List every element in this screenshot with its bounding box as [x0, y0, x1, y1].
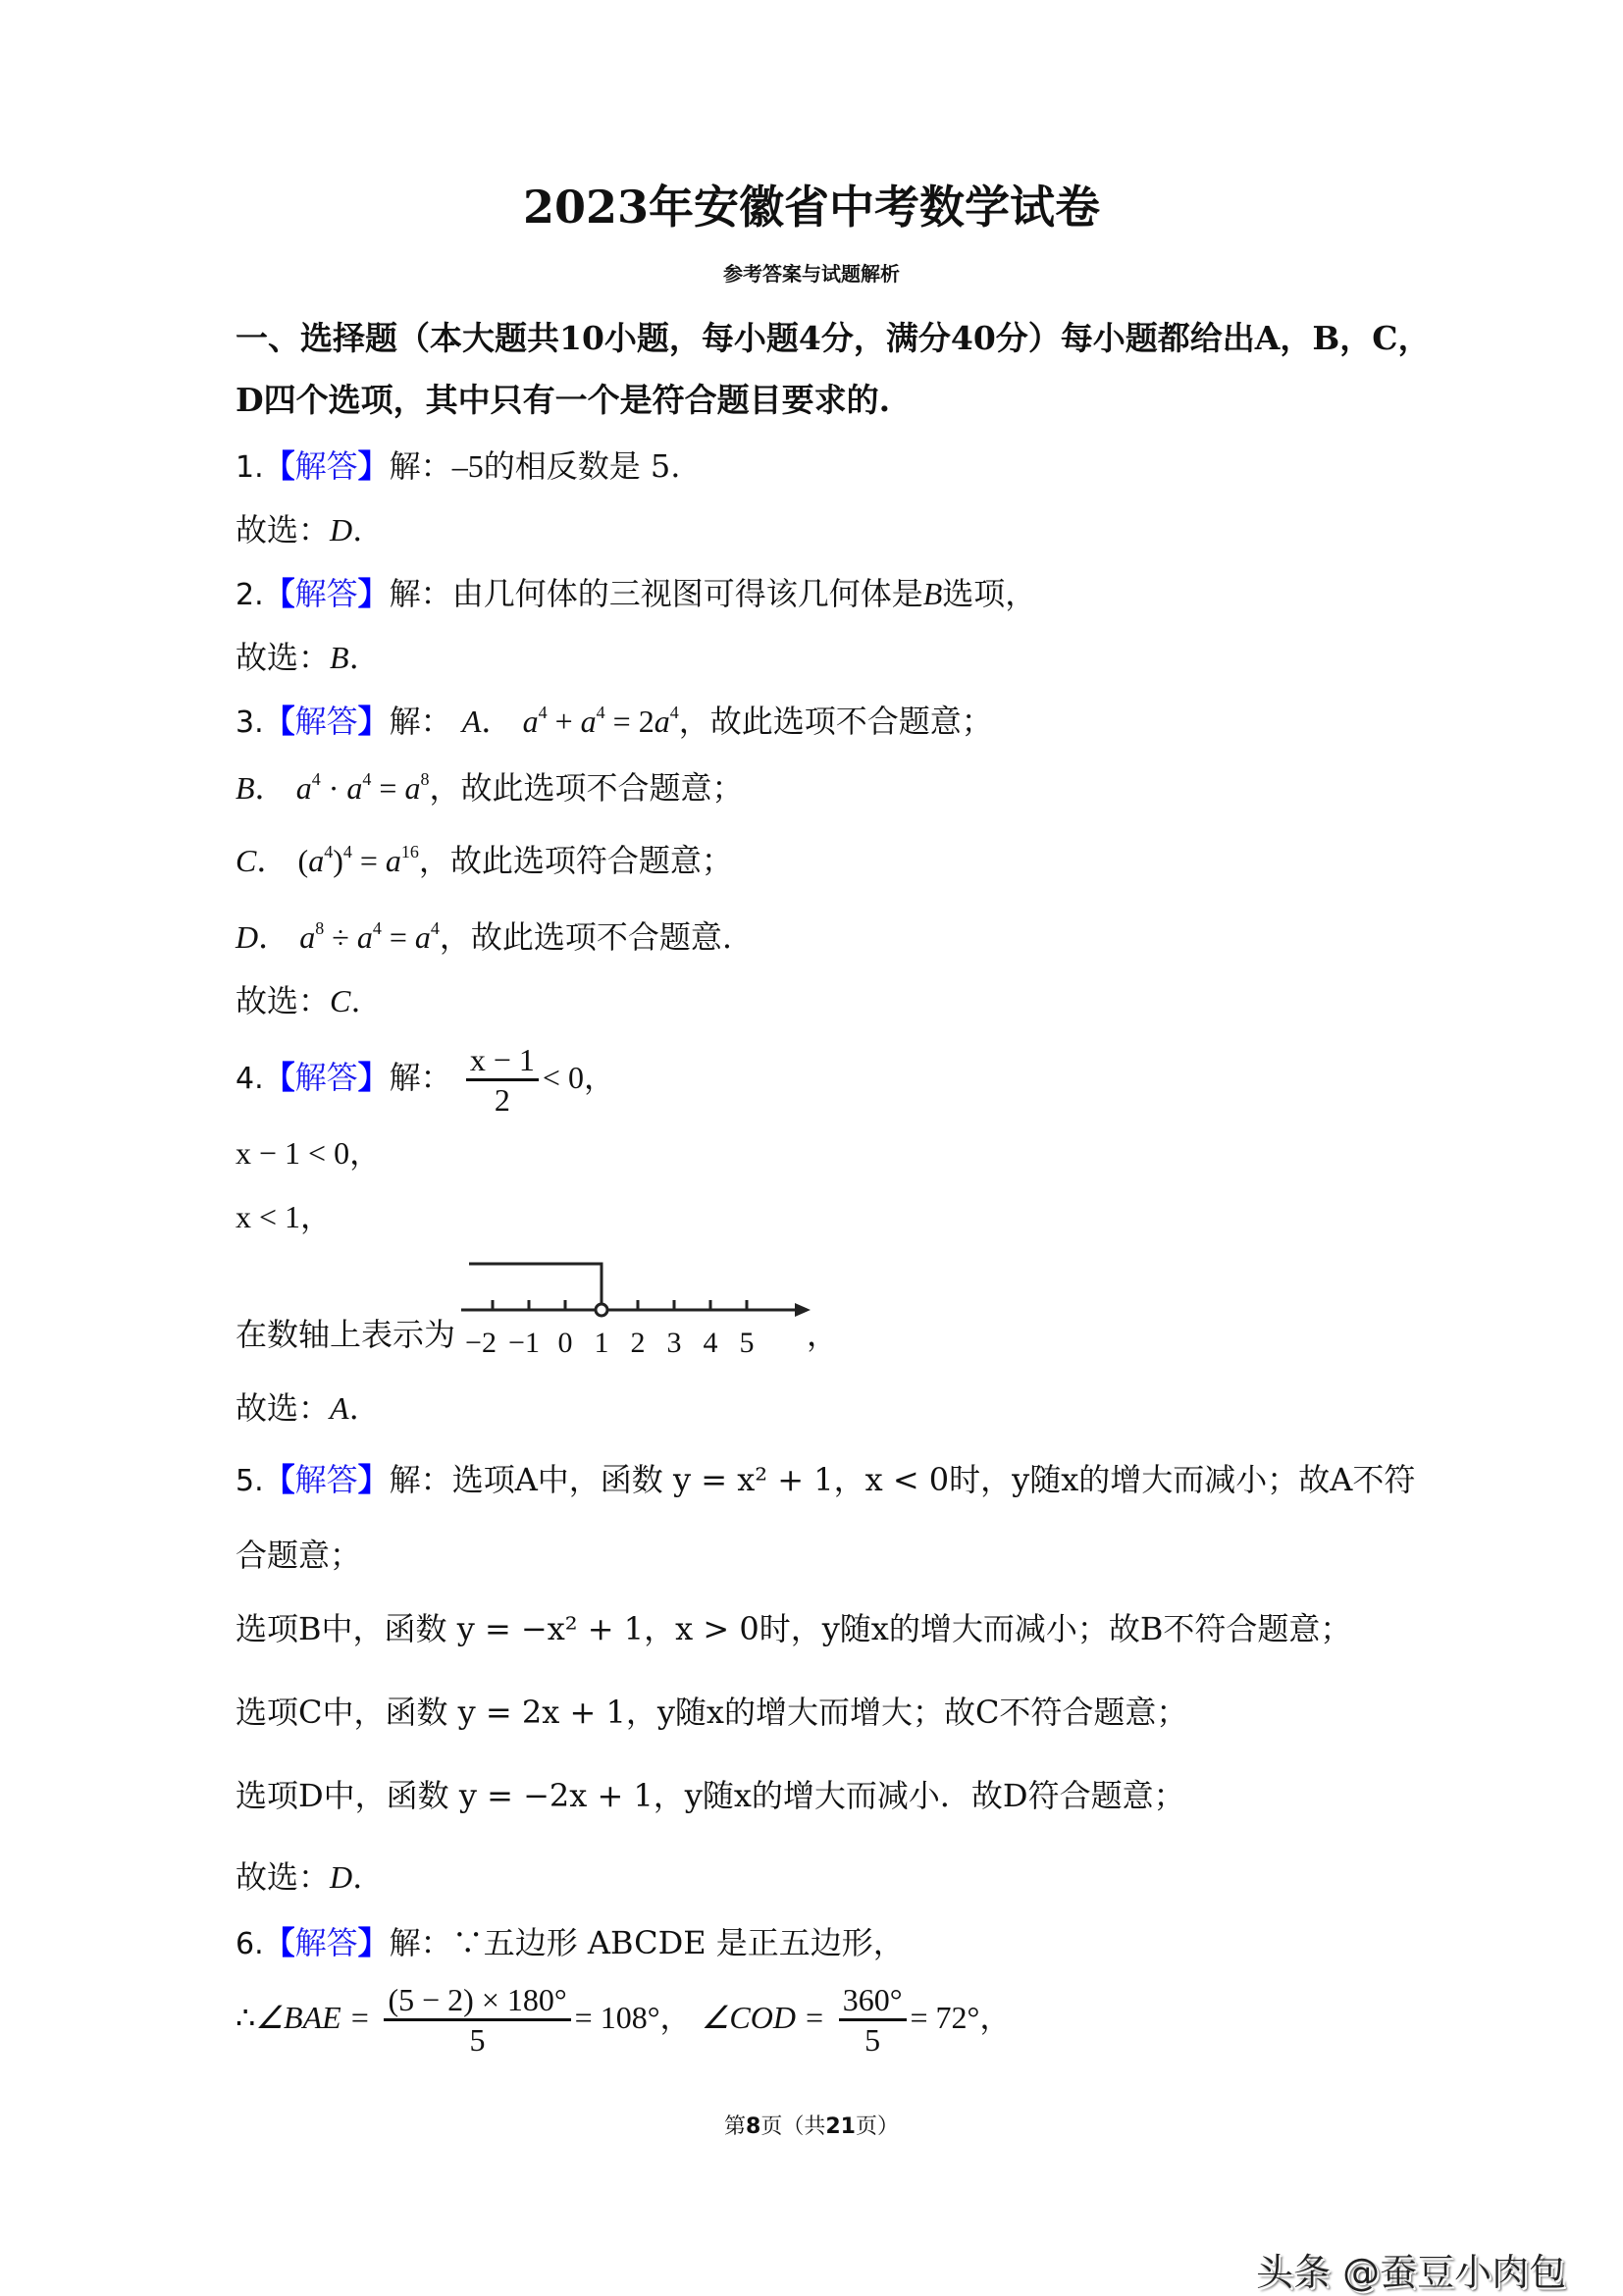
q3-option-d: D． $a^8 \div a^4 = a^4$，故此选项不合题意. — [236, 918, 733, 956]
q4-answer: 4.【解答】解： $\frac{x - 1}{2}$ < 0， — [236, 1042, 615, 1118]
tick-label: 1 — [594, 1327, 609, 1359]
tick-label: −1 — [508, 1327, 540, 1359]
q6-angle-calc: ∴∠BAE = $\frac{(5 - 2) \times 180^\circ}{5}$ = 108°， ∠COD = $\frac{360^\circ}{5}$ = 72°， — [236, 1982, 1012, 2058]
solution-tag: 【解答】 — [263, 703, 390, 740]
q4-numberline-row: 在数轴上表示为 — [236, 1316, 456, 1353]
page-subtitle: 参考答案与试题解析 — [723, 262, 900, 286]
q5-option-b: 选项B中，函数 y = −x² + 1，x > 0时，y随x的增大而减小；故B不符合题意； — [236, 1610, 1352, 1647]
q5-line2: 合题意； — [236, 1537, 362, 1574]
q4-step1: x − 1 < 0， — [236, 1135, 382, 1171]
q6-fraction-1: $\frac{(5 - 2) \times 180^\circ}{5}$ — [384, 1981, 570, 2059]
q4-trailing-comma: ， — [807, 1316, 839, 1353]
q6-fraction-2: $\frac{360^\circ}{5}$ — [839, 1981, 907, 2059]
q5-answer: 5.【解答】解：选项A中，函数 y = x² + 1，x < 0时，y随x的增大而减小；故A不符 — [236, 1461, 1416, 1498]
solution-tag: 【解答】 — [263, 1461, 390, 1498]
tick-label: 4 — [703, 1327, 718, 1359]
tick-label: 2 — [630, 1327, 646, 1359]
q2-answer: 2.【解答】解：由几何体的三视图可得该几何体是B选项， — [236, 575, 1037, 612]
q2-choice: 故选：B. — [236, 639, 359, 676]
tick-label: 0 — [557, 1327, 573, 1359]
q3-option-b: B． $a^4 \cdot a^4 = a^8$，故此选项不合题意； — [236, 769, 744, 807]
section-heading-line2: D四个选项，其中只有一个是符合题目要求的. — [236, 381, 891, 419]
q5-option-d: 选项D中，函数 y = −2x + 1，y随x的增大而减小．故D符合题意； — [236, 1777, 1185, 1814]
q1-number: 1. — [236, 450, 264, 485]
page-title: 2023年安徽省中考数学试卷 — [522, 181, 1101, 234]
q4-choice: 故选：A. — [236, 1389, 359, 1427]
solution-tag: 【解答】 — [263, 1924, 390, 1961]
q3-option-c: C． $(a^4)^4 = a^{16}$，故此选项符合题意； — [236, 842, 733, 879]
page-footer: 第8页（共21页） — [724, 2114, 899, 2139]
q4-step2: x < 1， — [236, 1199, 333, 1234]
q5-choice: 故选：D. — [236, 1858, 363, 1896]
q3-option-a: 3.【解答】解： A． $a^4 + a^4 = 2a^4$，故此选项不合题意； — [236, 703, 993, 740]
solution-tag: 【解答】 — [263, 447, 390, 485]
solution-tag: 【解答】 — [263, 1059, 390, 1096]
q4-fraction: $\frac{x - 1}{2}$ — [466, 1041, 539, 1119]
q6-answer: 6.【解答】解：∵五边形 ABCDE 是正五边形， — [236, 1924, 905, 1961]
q1-choice: 故选：D. — [236, 511, 363, 548]
number-line-diagram — [461, 1256, 814, 1364]
q5-option-c: 选项C中，函数 y = 2x + 1，y随x的增大而增大；故C不符合题意； — [236, 1694, 1188, 1731]
q3-choice: 故选：C. — [236, 982, 361, 1019]
tick-label: 5 — [739, 1327, 755, 1359]
tick-label: 3 — [666, 1327, 682, 1359]
tick-label: −2 — [465, 1327, 497, 1359]
solution-tag: 【解答】 — [263, 575, 390, 612]
q1-answer: 1.【解答】解：–5的相反数是 5. — [236, 447, 681, 485]
section-heading-line1: 一、选择题（本大题共10小题，每小题4分，满分40分）每小题都给出A，B，C， — [236, 319, 1431, 357]
watermark: 头条 @蚕豆小肉包 — [1256, 2251, 1567, 2294]
